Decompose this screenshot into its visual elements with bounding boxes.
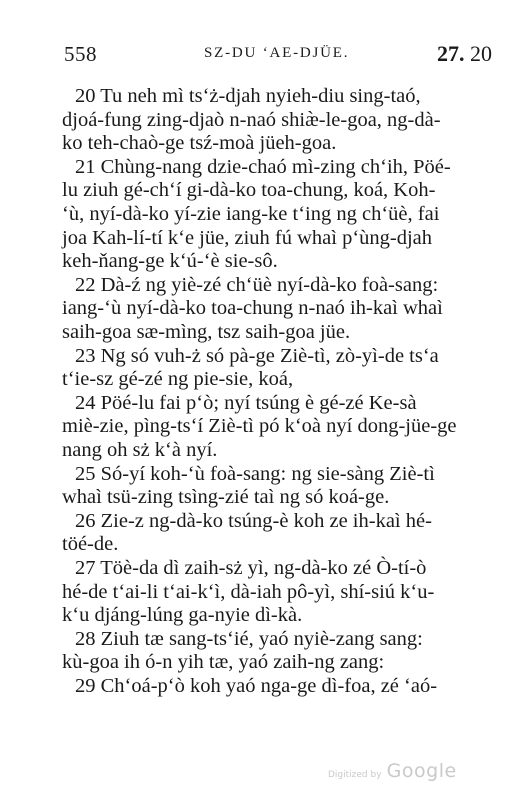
text-line: 23 Ng só vuh-ż só pà-ge Ziè-tì, zò-yì-de ts‘a [75, 344, 439, 367]
text-line: 27 Töè-da dì zaih-sż yì, ng-dà-ko zé Ò-tí-ò [75, 557, 427, 579]
text-line: djoá-fung zing-djaò n-naó shiæ̀-le-goa, ng-dà- [62, 108, 441, 131]
text-line: joa Kah-lí-tí k‘e jüe, ziuh fú whaì p‘ùng-djah [62, 226, 433, 249]
text-line: 26 Zie-z ng-dà-ko tsúng-è koh ze ih-kaì hé- [75, 509, 432, 532]
text-line: töé-de. [62, 533, 119, 556]
running-head: SZ-DU ‘AE-DJÜE. [204, 45, 350, 61]
text-line: 24 Pöé-lu fai p‘ò; nyí tsúng è gé-zé Ke-sà [75, 391, 417, 414]
text-line: t‘ie-sz gé-zé ng pie-sie, koá, [62, 368, 294, 391]
text-line: hé-de t‘ai-li t‘ai-k‘ì, dà-iah pô-yì, shí-siú k‘u- [62, 580, 435, 603]
text-line: 20 Tu neh mì ts‘ż-djah nyieh-diu sing-taó, [75, 85, 421, 107]
text-line: lu ziuh gé-ch‘í gi-dà-ko toa-chung, koá, Koh- [62, 179, 436, 202]
page-number: 558 [64, 42, 97, 66]
chapter-number: 27. [437, 41, 465, 66]
text-line: kù-goa ih ó-n yih tæ, yaó zaih-ng zang: [62, 651, 385, 674]
text-line: ko teh-chaò-ge tsź-moà jüeh-goa. [62, 132, 337, 155]
page-header [64, 42, 492, 72]
text-line: nang oh sż k‘à nyí. [62, 439, 218, 461]
text-line: 29 Ch‘oá-p‘ò koh yaó nga-ge dì-foa, zé ‘aó- [75, 675, 438, 697]
text-line: 25 Só-yí koh-‘ù foà-sang: ng sie-sàng Ziè-tì [75, 462, 435, 485]
text-line: keh-ňang-ge k‘ú-‘è sie-sô. [62, 250, 278, 273]
watermark-digitized-by: Digitized by [328, 770, 382, 780]
text-line: miè-zie, pìng-ts‘í Ziè-tì pó k‘oà nyí dong-jüe-ge [62, 415, 457, 438]
text-line: whaì tsü-zing tsìng-zié taì ng só koá-ge. [62, 486, 390, 509]
watermark-google-logo: Google [386, 760, 457, 782]
text-line: ‘ù, nyí-dà-ko yí-zie iang-ke t‘ing ng ch‘üè, fai [62, 203, 440, 225]
text-line: 28 Ziuh tæ sang-ts‘ié, yaó nyiè-zang sang: [75, 627, 423, 650]
verse-number: 20 [470, 41, 492, 66]
text-line: 22 Dà-ź ng yiè-zé ch‘üè nyí-dà-ko foà-sang: [75, 273, 439, 296]
text-line: 21 Chùng-nang dzie-chaó mì-zing ch‘ih, Pöé- [75, 155, 451, 178]
digitized-watermark [328, 760, 457, 782]
text-line: k‘u djáng-lúng ga-nyie dì-kà. [62, 604, 303, 627]
text-line: iang-‘ù nyí-dà-ko toa-chung n-naó ih-kaì whaì [62, 297, 443, 320]
text-line: saih-goa sæ-mìng, tsz saih-goa jüe. [62, 321, 351, 343]
chapter-verse-reference [437, 41, 492, 67]
